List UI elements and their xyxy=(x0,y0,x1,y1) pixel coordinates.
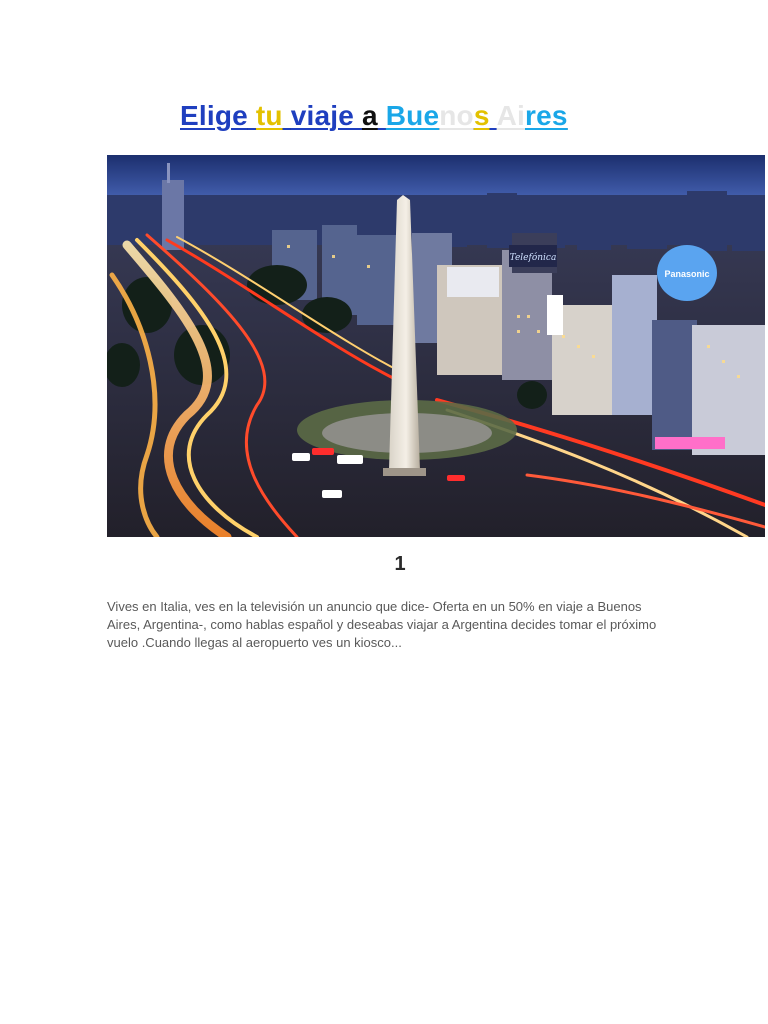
svg-text:Panasonic: Panasonic xyxy=(664,269,710,279)
title-segment: no xyxy=(439,100,474,131)
title-segment: Elige xyxy=(180,100,248,131)
title-segment xyxy=(378,100,386,131)
document-title xyxy=(180,96,568,136)
title-segment xyxy=(490,100,497,131)
title-segment xyxy=(248,100,256,131)
title-segment: res xyxy=(525,100,568,131)
page-number: 1 xyxy=(394,553,406,575)
title-segment: Ai xyxy=(496,100,525,131)
title-segment: Bue xyxy=(385,100,440,131)
title-segment: s xyxy=(473,100,490,131)
title-segment xyxy=(283,100,291,131)
title-segment: a xyxy=(361,100,378,131)
buenos-aires-obelisco-photo xyxy=(107,155,765,537)
intro-paragraph: Vives en Italia, ves en la televisión un anuncio que dice- Oferta en un 50% en viaje a Buenos Aires, Argentina-, como hablas español y deseabas viajar a Argentina decides tomar el próximo vuelo .Cuando llegas al aeropuerto ves un kiosco... xyxy=(107,599,657,650)
title-segment: viaje xyxy=(290,100,354,131)
title-segment: tu xyxy=(255,100,283,131)
svg-text:Telefónica: Telefónica xyxy=(509,253,557,263)
title-segment xyxy=(354,100,362,131)
